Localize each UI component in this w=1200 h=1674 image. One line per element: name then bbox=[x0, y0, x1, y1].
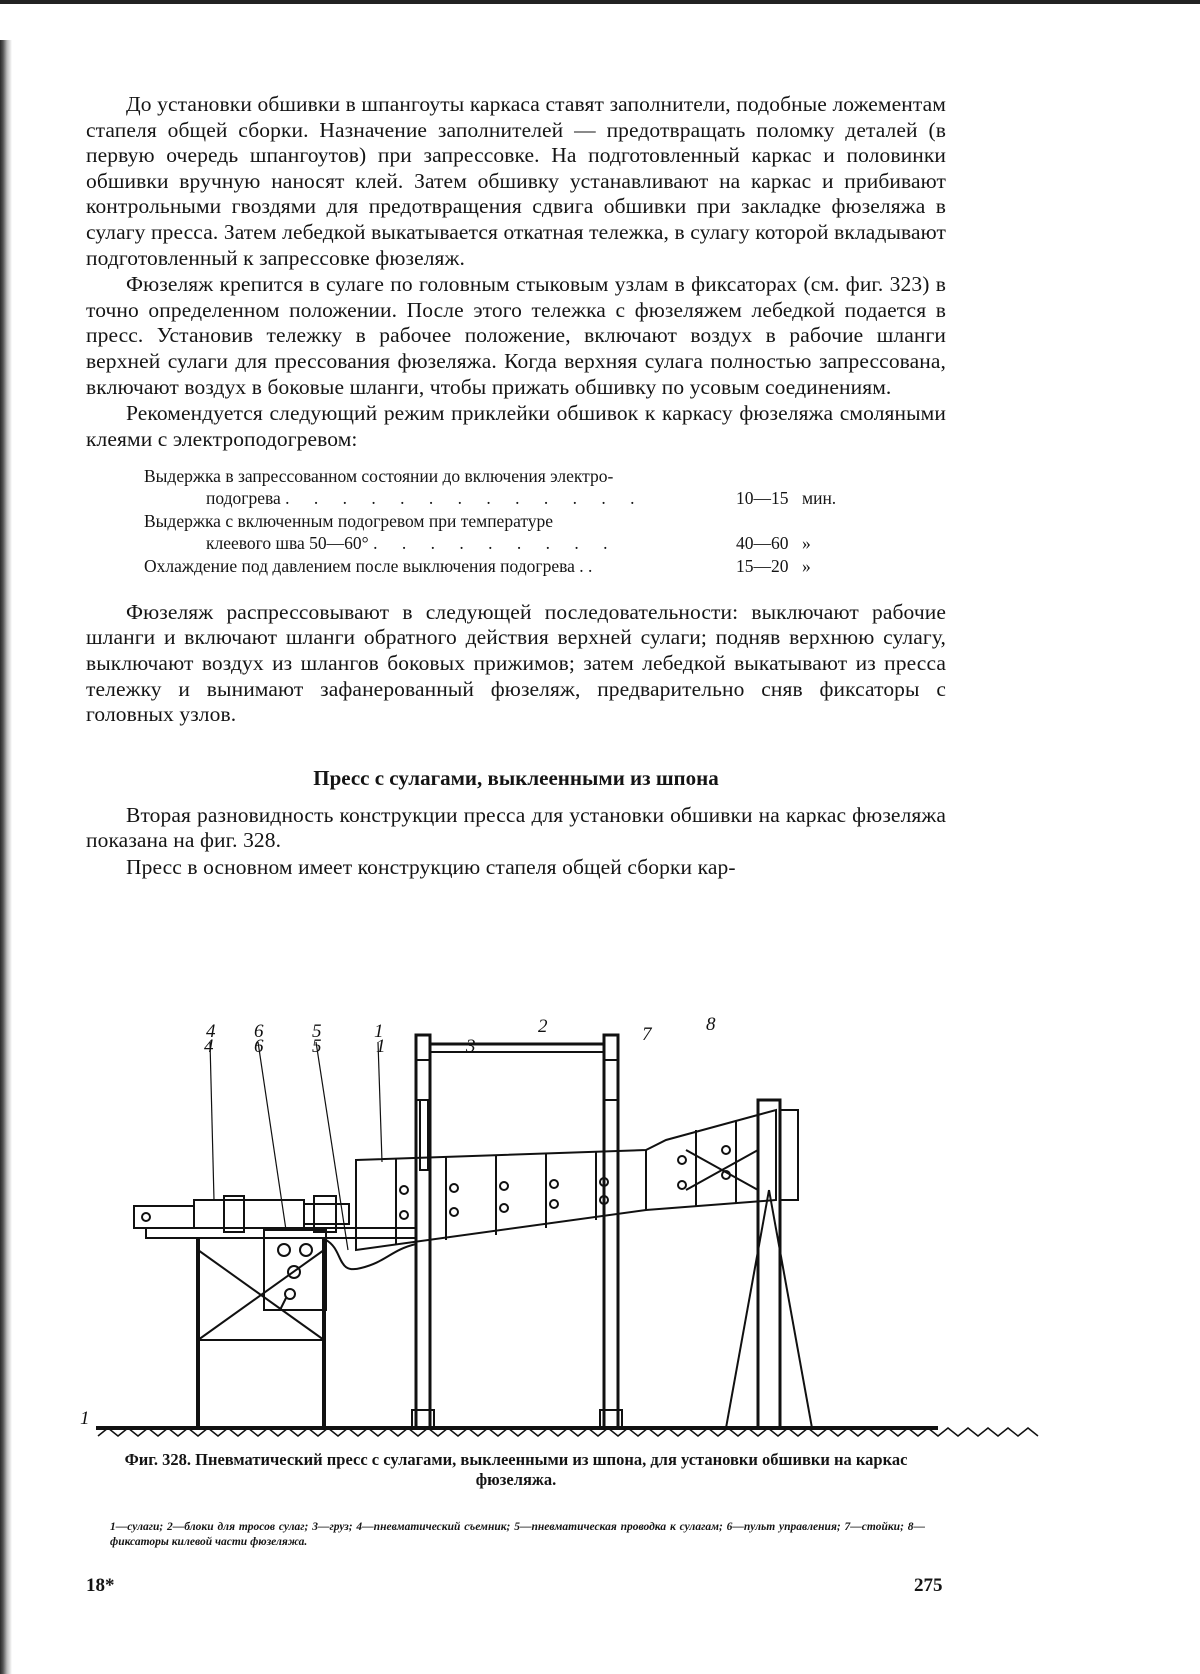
regime-duration: 10—15 bbox=[736, 487, 789, 508]
callout-4: 4 bbox=[206, 1021, 216, 1042]
figure-caption: Фиг. 328. Пневматический пресс с сулагами, выклеенными из шпона, для установки обшивки на каркас фюзеляжа. bbox=[124, 1450, 908, 1489]
page-number: 275 bbox=[914, 1575, 943, 1596]
regime-step-label: Выдержка с включенным подогревом при температуре bbox=[144, 511, 554, 532]
figure-ground-callout bbox=[60, 1400, 100, 1440]
regime-step-label: Охлаждение под давлением после выключения подогрева bbox=[144, 556, 575, 577]
regime-row: Охлаждение под давлением после выключения подогрева . . 15—20 » bbox=[86, 556, 946, 578]
page-body bbox=[86, 92, 946, 881]
paragraph-6: Пресс в основном имеет конструкцию стапеля общей сборки кар- bbox=[126, 854, 736, 879]
regime-step-label-cont: подогрева bbox=[206, 487, 281, 508]
paragraph-5: Вторая разновидность конструкции пресса для установки обшивки на каркас фюзеляжа показана на фиг. 328. bbox=[86, 802, 946, 853]
callout-5: 5 bbox=[312, 1021, 322, 1042]
regime-duration: 40—60 bbox=[736, 532, 789, 553]
callout-1-ground: 1 bbox=[80, 1408, 90, 1429]
scan-left-edge bbox=[0, 40, 12, 1674]
scan-top-edge bbox=[0, 0, 1200, 4]
paragraph-2: Фюзеляж крепится в сулаге по головным стыковым узлам в фиксаторах (см. фиг. 323) в точно определенном положении. После этого тележка с фюзеляжем лебедкой подается в пресс. Установив тележку в рабочее положение, включают воздух в рабочие шланги верхней сулаги для прессования фюзеляжа. Когда верхняя сулага полностью запрессована, включают воздух в боковые шланги, чтобы прижать обшивку по усовым соединениям. bbox=[86, 272, 946, 399]
callout-1: 1 bbox=[374, 1021, 384, 1042]
paragraph-4: Фюзеляж распрессовывают в следующей последовательности: выключают рабочие шланги и включают шланги обратного действия верхней сулаги; подняв верхнюю сулагу, выключают воздух из шлангов боковых прижимов; затем лебедкой выкатывают из пресса тележку и вынимают зафанерованный фюзеляж, предварительно сняв фиксаторы с головных узлов. bbox=[86, 599, 946, 727]
regime-step-label-cont: клеевого шва 50—60° bbox=[206, 532, 369, 553]
paragraph-3: Рекомендуется следующий режим приклейки обшивок к каркасу фюзеляжа смоляными клеями с электроподогревом: bbox=[86, 401, 946, 451]
regime-unit: мин. bbox=[802, 487, 837, 508]
callout-1: 1 bbox=[376, 1036, 386, 1057]
callout-5: 5 bbox=[312, 1036, 322, 1057]
regime-step-label: Выдержка в запрессованном состоянии до включения электро- bbox=[144, 466, 614, 487]
signature-mark: 18* bbox=[86, 1575, 115, 1596]
regime-unit: » bbox=[802, 532, 811, 553]
callout-2: 2 bbox=[538, 1016, 548, 1037]
stand-left bbox=[416, 1035, 430, 1428]
regime-duration: 15—20 bbox=[736, 556, 789, 577]
stand-right bbox=[604, 1035, 618, 1428]
pneumatic-puller bbox=[194, 1200, 304, 1228]
callout-8: 8 bbox=[706, 1014, 716, 1035]
paragraph-1: До установки обшивки в шпангоуты каркаса ставят заполнители, подобные ложементам стапеля общей сборки. Назначение заполнителей — предотвращать поломку деталей (в первую очередь шпангоутов) при запрессовке. На подготовленный каркас и половинки обшивки вручную наносят клей. Затем обшивку устанавливают на каркас и прибивают контрольными гвоздями для предотвращения сдвига обшивки при закладке фюзеляжа в сулагу пресса. Затем лебедкой выкатывается откатная тележка, в сулагу которой вкладывают подготовленный к запрессовке фюзеляж. bbox=[86, 92, 946, 270]
section-title: Пресс с сулагами, выклеенными из шпона bbox=[313, 765, 719, 790]
callout-6: 6 bbox=[254, 1021, 264, 1042]
figure-upper-callouts bbox=[86, 1010, 946, 1070]
counterweight bbox=[420, 1100, 428, 1170]
regime-row: Выдержка в запрессованном состоянии до включения электро- подогрева . . . . . . . . . . . . . 10—15 мин. bbox=[86, 466, 946, 509]
callout-4: 4 bbox=[204, 1036, 214, 1057]
regime-unit: » bbox=[802, 556, 811, 577]
callout-3: 3 bbox=[466, 1036, 476, 1057]
callout-7: 7 bbox=[642, 1024, 652, 1045]
figure-legend: 1—сулаги; 2—блоки для тросов сулаг; 3—груз; 4—пневматический съемник; 5—пневматическая проводка к сулагам; 6—пульт управления; 7—стойки; 8—фиксаторы килевой части фюзеляжа. bbox=[110, 1521, 925, 1548]
regime-row: Выдержка с включенным подогревом при температуре клеевого шва 50—60° . . . . . . . . . 40—60 » bbox=[86, 511, 946, 554]
press-drawing bbox=[86, 1021, 946, 1440]
callout-6: 6 bbox=[254, 1036, 264, 1057]
figure-328-press-drawing bbox=[86, 1021, 946, 1440]
bonding-regime-table bbox=[86, 466, 946, 578]
